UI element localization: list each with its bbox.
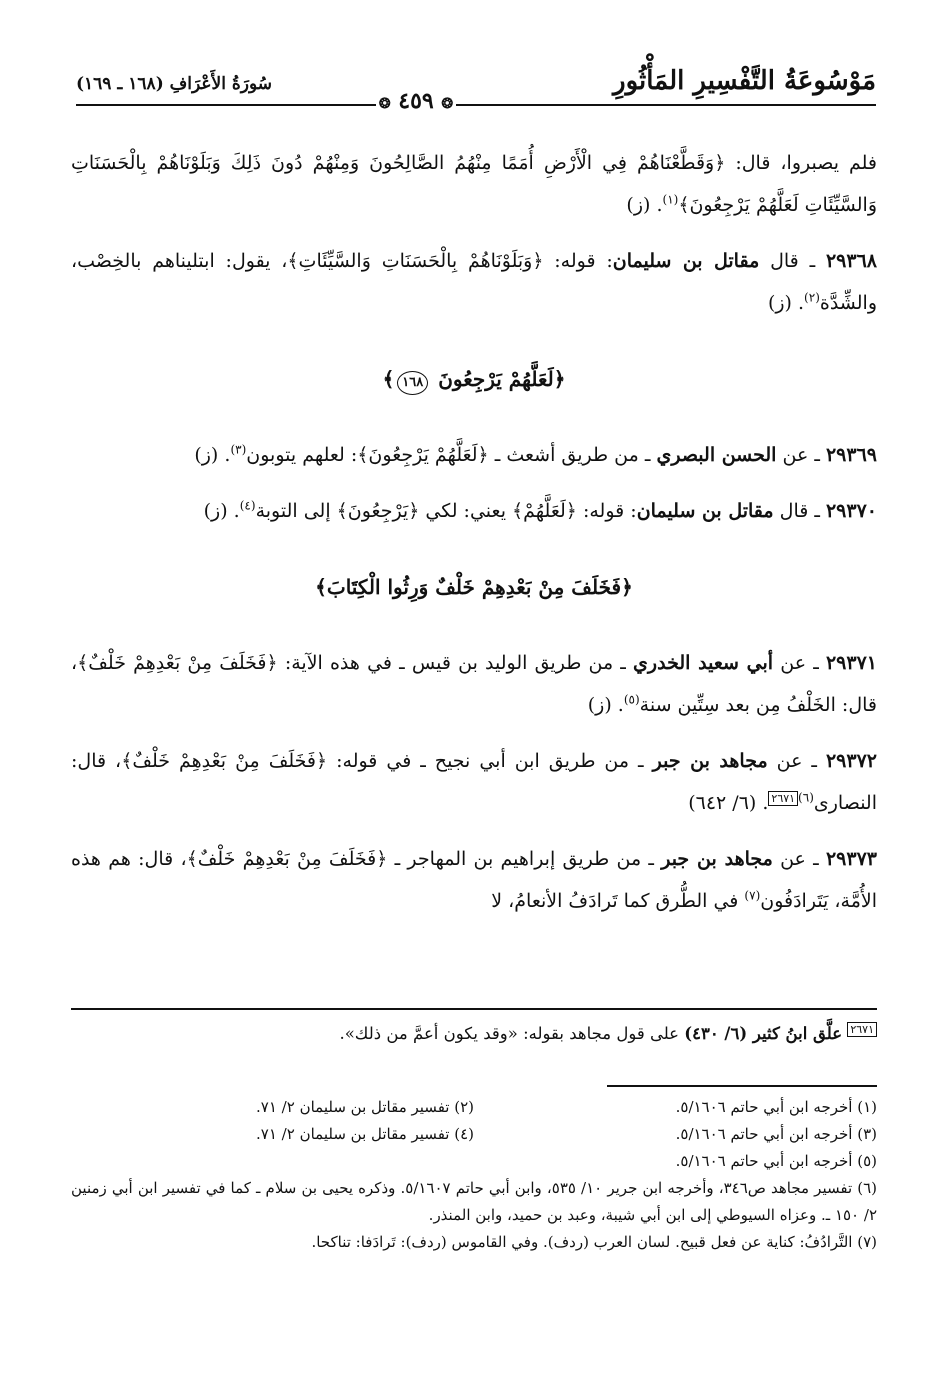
tawdih-box-ref: ٢٦٧١ [768, 791, 798, 806]
footnote-3: (٣) أخرجه ابن أبي حاتم ٥/١٦٠٦. [675, 1125, 877, 1143]
main-text [71, 142, 877, 936]
footnote-row [71, 1148, 877, 1175]
footnotes [71, 1094, 877, 1256]
footnote-row [71, 1094, 877, 1121]
surah-reference: سُورَةُ الأَعْرَافِ (١٦٨ ـ ١٦٩) [76, 74, 272, 94]
footnote-4: (٤) تفسير مقاتل بن سليمان ٢/ ٧١. [256, 1125, 474, 1143]
footnote-row [71, 1121, 877, 1148]
footnotes-separator [607, 1085, 877, 1087]
entry-29370: ٢٩٣٧٠ ـ قال مقاتل بن سليمان: قوله: ﴿لَعَلَّهُمْ﴾ يعني: لكي ﴿يَرْجِعُونَ﴾ إلى التوبة$^{(٤)}$. (ز) [203, 498, 877, 522]
ornament-icon: ❂ [441, 96, 454, 112]
entry-number: ٢٩٣٧٢ [825, 750, 877, 772]
footnote-1: (١) أخرجه ابن أبي حاتم ٥/١٦٠٦. [675, 1098, 877, 1116]
header-rule-right [456, 104, 876, 106]
narrator-name: مجاهد بن جبر [652, 750, 768, 772]
entry-number: ٢٩٣٦٨ [825, 250, 877, 272]
footnote-5: (٥) أخرجه ابن أبي حاتم ٥/١٦٠٦. [675, 1152, 877, 1170]
header-rule-left [76, 104, 376, 106]
footnote-2: (٢) تفسير مقاتل بن سليمان ٢/ ٧١. [256, 1098, 474, 1116]
narrator-name: الحسن البصري [656, 444, 777, 466]
tawdih-box-number: ٢٦٧١ [847, 1022, 877, 1037]
page-number: ❂ ٤٥٩ ❂ [378, 88, 454, 114]
notes-separator [71, 1008, 877, 1010]
running-header [76, 62, 876, 118]
narrator-name: مقاتل بن سليمان [612, 250, 760, 272]
entry-29368: ٢٩٣٦٨ ـ قال مقاتل بن سليمان: قوله: ﴿وَبَلَوْنَاهُمْ بِالْحَسَنَاتِ وَالسَّيِّئَاتِ﴾، يقول: ابتليناهم بالخِصْب، والشِّدَّة$^{(٢)}$. (ز) [71, 250, 877, 314]
tawdih-note: ٢٦٧١ علَّق ابنُ كثير (٦/ ٤٣٠) على قول مجاهد بقوله: «وقد يكون أعمَّ من ذلك». [71, 1020, 877, 1048]
entry-29372: ٢٩٣٧٢ ـ عن مجاهد بن جبر ـ من طريق ابن أبي نجيح ـ في قوله: ﴿فَخَلَفَ مِنْ بَعْدِهِمْ خَلْفٌ﴾، قال: النصارى$^{(٦)}$٢٦٧١. (٦/ ٦٤٢) [71, 750, 877, 814]
narrator-name: مجاهد بن جبر [661, 848, 773, 870]
ayah-number-marker: ١٦٨ [397, 371, 428, 395]
verse-heading-168: ﴿لَعَلَّهُمْ يَرْجِعُونَ ١٦٨﴾ [71, 358, 877, 400]
entry-number: ٢٩٣٧٣ [825, 848, 877, 870]
narrator-name: مقاتل بن سليمان [636, 500, 774, 522]
book-title: مَوْسُوعَةُ التَّفْسِيرِ المَأْثُورِ [613, 66, 876, 96]
entry-29371: ٢٩٣٧١ ـ عن أبي سعيد الخدري ـ من طريق الوليد بن قيس ـ في هذه الآية: ﴿فَخَلَفَ مِنْ بَعْدِهِمْ خَلْفٌ﴾، قال: الخَلْفُ مِن بعد سِتِّين سنة$^{(٥)}$. (ز) [71, 652, 877, 716]
entry-number: ٢٩٣٧٠ [825, 500, 877, 522]
entry-number: ٢٩٣٦٩ [825, 444, 877, 466]
footnote-7: (٧) التَّرادُفُ: كناية عن فعل قبيح. لسان العرب (ردف). وفي القاموس (ردف): تَرادَفا: تناكحا. [311, 1233, 877, 1251]
ornament-icon: ❂ [378, 96, 391, 112]
footnote-6: (٦) تفسير مجاهد ص٣٤٦، وأخرجه ابن جرير ١٠/ ٥٣٥، وابن أبي حاتم ٥/١٦٠٧. وذكره يحيى بن سلام ـ كما في تفسير ابن أبي زمنين ٢/ ١٥٠ ـ. وعزاه السيوطي إلى ابن أبي شيبة، وعبد بن حميد، وابن المنذر. [71, 1179, 878, 1224]
entry-29369: ٢٩٣٦٩ ـ عن الحسن البصري ـ من طريق أشعث ـ ﴿لَعَلَّهُمْ يَرْجِعُونَ﴾: لعلهم يتوبون$^{(٣)}$. (ز) [194, 442, 877, 466]
entry-number: ٢٩٣٧١ [825, 652, 877, 674]
verse-heading-169: ﴿فَخَلَفَ مِنْ بَعْدِهِمْ خَلْفٌ وَرِثُوا الْكِتَابَ﴾ [315, 575, 633, 599]
entry-29373: ٢٩٣٧٣ ـ عن مجاهد بن جبر ـ من طريق إبراهيم بن المهاجر ـ ﴿فَخَلَفَ مِنْ بَعْدِهِمْ خَلْفٌ﴾، قال: هم هذه الأُمَّة، يَتَرادَفُون$^{(٧)}$ في الطُّرق كما تَرادَفُ الأنعامُ، لا [71, 848, 877, 912]
entry-continuation: فلم يصبروا، قال: ﴿وَقَطَّعْنَاهُمْ فِي الْأَرْضِ أُمَمًا مِنْهُمُ الصَّالِحُونَ وَمِنْهُمْ دُونَ ذَلِكَ وَبَلَوْنَاهُمْ بِالْحَسَنَاتِ وَالسَّيِّئَاتِ لَعَلَّهُمْ يَرْجِعُونَ﴾$^{(١)}$. (ز) [71, 152, 877, 216]
narrator-name: أبي سعيد الخدري [633, 652, 774, 674]
